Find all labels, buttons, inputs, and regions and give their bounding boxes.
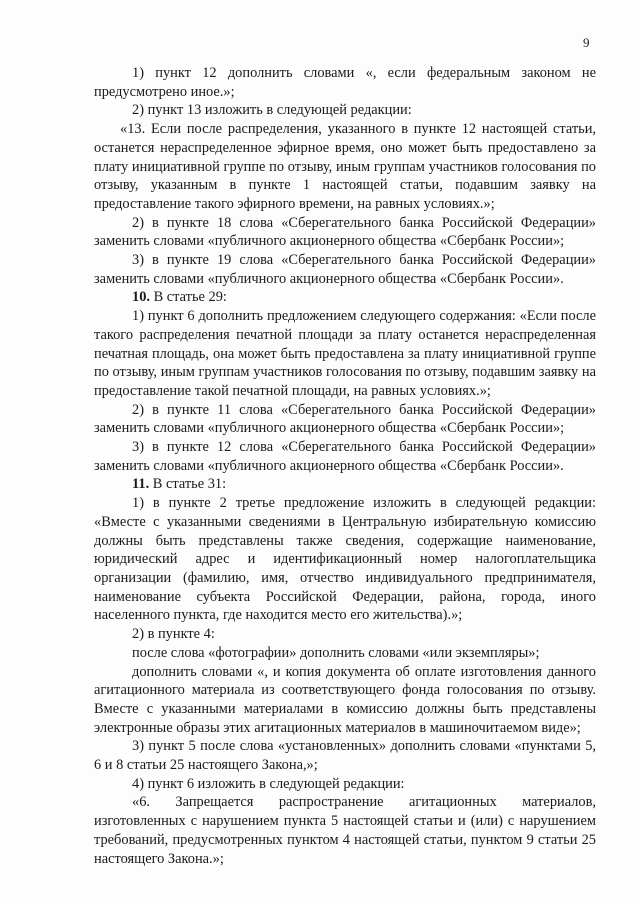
paragraph-text: «13. Если после распределения, указанного в пункте 12 настоящей статьи, останется нераспределенное эфирное время, оно может быть предоставлено за плату инициативной группе по отзыву, иным группам участников голосования по отзыву, указанным в пункте 1 настоящей статьи, подавшим заявку на предоставление такого эфирного времени, на равных условиях.»;: [94, 121, 596, 212]
page-number: 9: [583, 35, 590, 50]
article-number: 11.: [132, 476, 150, 493]
article-heading-11: [94, 475, 596, 494]
paragraph-11: [94, 494, 596, 625]
paragraph-14: [94, 663, 596, 738]
paragraph-text: дополнить словами «, и копия документа об оплате изготовления данного агитационного материала из соответствующего фонда голосования по отзыву. Вместе с указанными материалами в комиссию должны быть представлены электронные образы этих агитационных материалов в машиночитаемом виде»;: [94, 663, 596, 736]
paragraph-12: [94, 625, 596, 644]
paragraph-text: 3) в пункте 12 слова «Сберегательного банка Российской Федерации» заменить словами «публичного акционерного общества «Сбербанк России».: [94, 439, 596, 474]
paragraph-3: [94, 120, 596, 214]
paragraph-text: 2) пункт 13 изложить в следующей редакции:: [132, 102, 412, 119]
paragraph-text: 2) в пункте 18 слова «Сберегательного банка Российской Федерации» заменить словами «публичного акционерного общества «Сбербанк России»;: [94, 214, 596, 250]
paragraph-text: 4) пункт 6 изложить в следующей редакции:: [132, 775, 405, 792]
paragraph-text: 1) в пункте 2 третье предложение изложить в следующей редакции: «Вместе с указанными сведениями в Центральную избирательную комиссию должны быть представлены также сведения, содержащие наименование, юридический адрес и идентификационный номер налогоплательщика организации (фамилию, имя, отчество индивидуального предпринимателя, наименование субъекта Российской Федерации, района, города, иного населенного пункта, где находится место его жительства).»;: [94, 495, 596, 624]
paragraph-text: 2) в пункте 11 слова «Сберегательного банка Российской Федерации» заменить словами «публичного акционерного общества «Сбербанк России»;: [94, 401, 596, 437]
document-body: [94, 64, 596, 868]
paragraph-text: 1) пункт 12 дополнить словами «, если федеральным законом не предусмотрено иное.»;: [94, 65, 596, 100]
paragraph-text: после слова «фотографии» дополнить словами «или экземпляры»;: [132, 644, 540, 661]
paragraph-text: В статье 29:: [150, 289, 227, 306]
paragraph-9: [94, 438, 596, 475]
paragraph-text: 3) в пункте 19 слова «Сберегательного банка Российской Федерации» заменить словами «публичного акционерного общества «Сбербанк России».: [94, 252, 596, 287]
paragraph-text: 1) пункт 6 дополнить предложением следующего содержания: «Если после такого распределения печатной площади за плату останется нераспределенная печатная площадь, она может быть предоставлена за плату инициативной группе по отзыву, иным группам участников голосования по отзыву, подавшим заявку на предоставление такой печатной площади, на равных условиях.»;: [94, 308, 596, 399]
paragraph-text: 3) пункт 5 после слова «установленных» дополнить словами «пунктами 5, 6 и 8 статьи 25 настоящего Закона,»;: [94, 738, 596, 774]
paragraph-15: [94, 737, 596, 774]
article-number: 10.: [132, 289, 150, 306]
paragraph-8: [94, 401, 596, 438]
paragraph-5: [94, 251, 596, 288]
paragraph-text: 2) в пункте 4:: [132, 626, 215, 643]
paragraph-text: «6. Запрещается распространение агитационных материалов, изготовленных с нарушением пункта 5 настоящей статьи и (или) с нарушением требований, предусмотренных пунктом 4 настоящей статьи, пунктом 9 статьи 25 настоящего Закона.»;: [94, 794, 596, 867]
paragraph-13: [94, 644, 596, 663]
paragraph-16: [94, 775, 596, 794]
paragraph-4: [94, 214, 596, 251]
paragraph-text: В статье 31:: [149, 476, 227, 493]
article-heading-10: [94, 288, 596, 307]
paragraph-7: [94, 307, 596, 401]
paragraph-17: [94, 793, 596, 868]
paragraph-1: [94, 64, 596, 101]
paragraph-2: [94, 101, 596, 120]
